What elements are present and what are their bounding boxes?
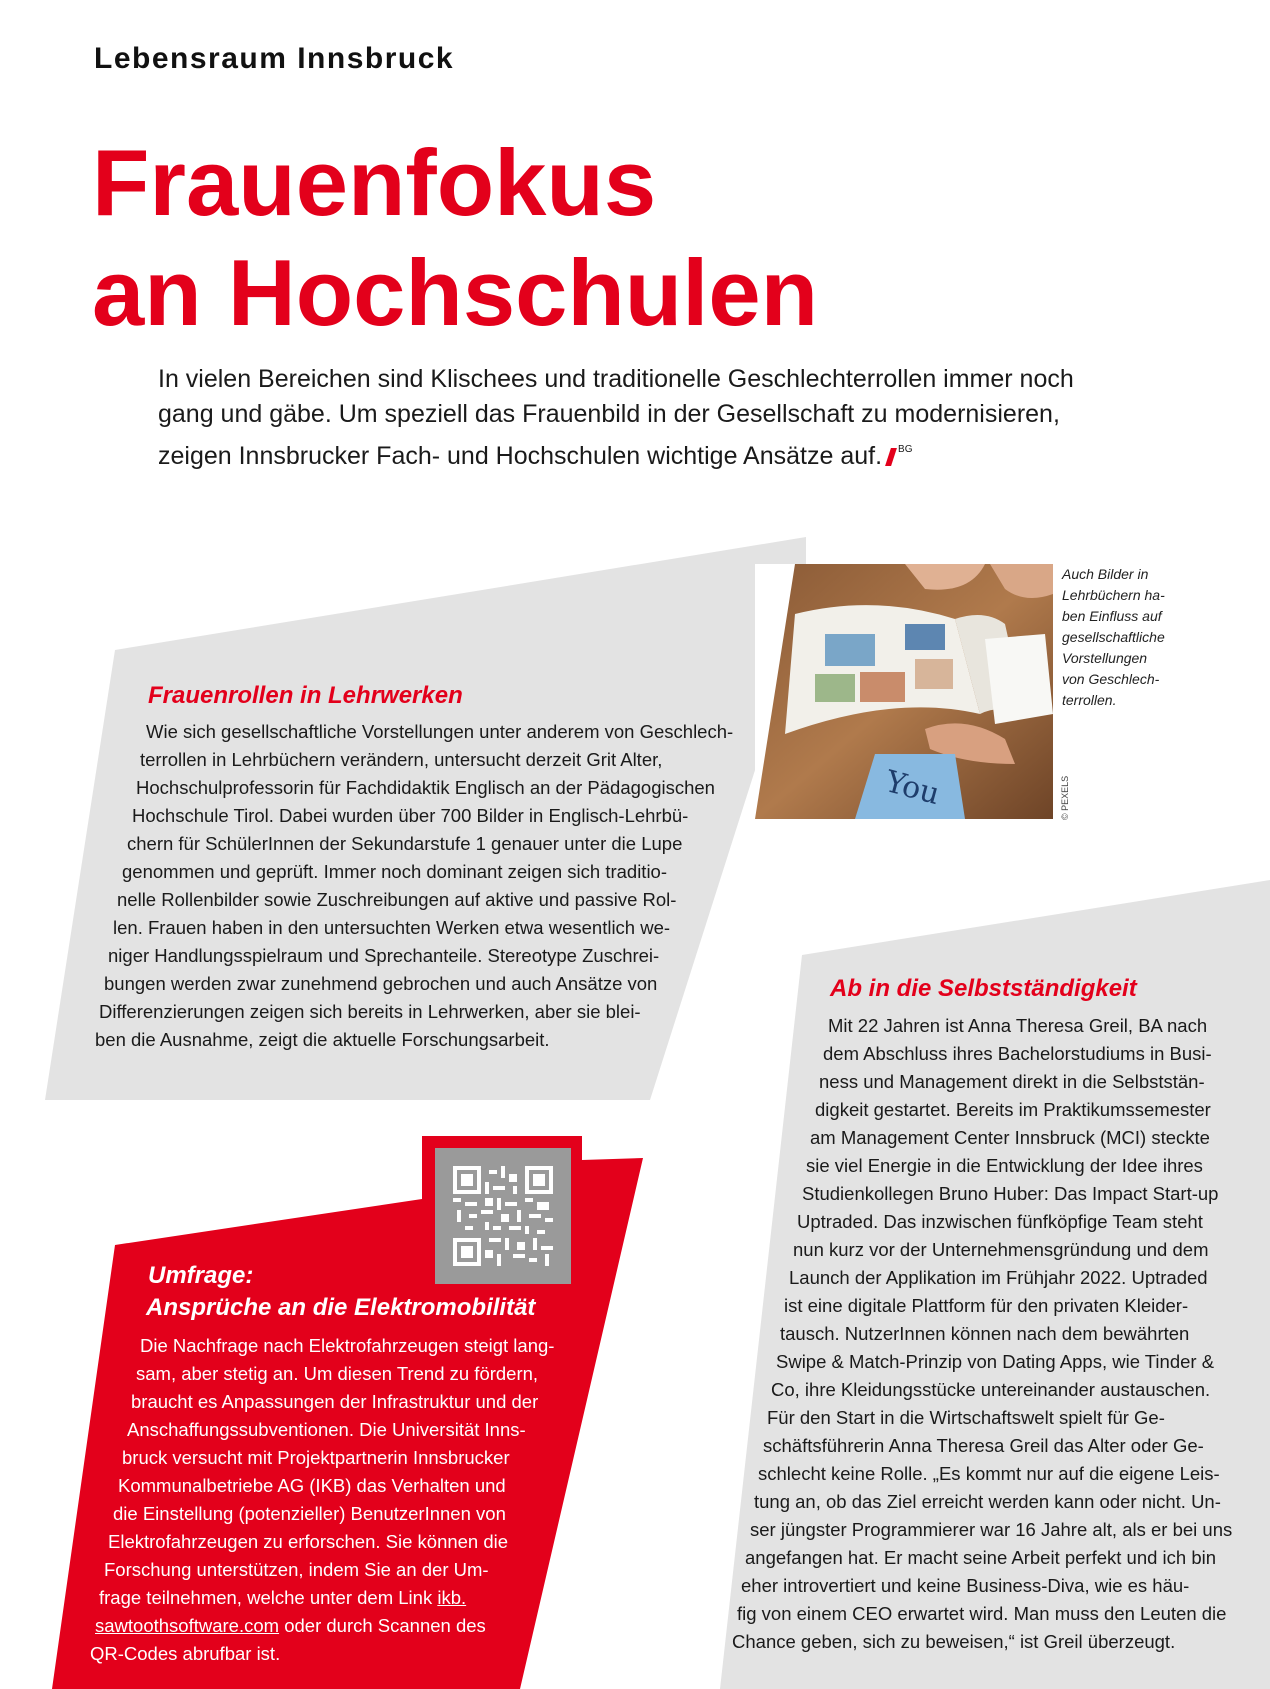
caption-line: ben Einfluss auf bbox=[1062, 608, 1162, 624]
box3-line: die Einstellung (potenzieller) BenutzerInnen von bbox=[113, 1503, 506, 1524]
survey-link-part1[interactable]: ikb. bbox=[437, 1587, 467, 1608]
box3-title-line2: Ansprüche an die Elektromobilität bbox=[146, 1294, 536, 1321]
textbook-photo bbox=[755, 564, 1053, 819]
box2-line: digkeit gestartet. Bereits im Praktikumssemester bbox=[815, 1099, 1211, 1120]
box1-line: Differenzierungen zeigen sich bereits in Lehrwerken, aber sie blei- bbox=[99, 1001, 641, 1022]
box1-line: genommen und geprüft. Immer noch dominant zeigen sich traditio- bbox=[122, 861, 668, 882]
photo-illustration bbox=[755, 564, 1053, 819]
box1-line: niger Handlungsspielraum und Sprechanteile. Stereotype Zuschrei- bbox=[108, 945, 660, 966]
box2-line: dem Abschluss ihres Bachelorstudiums in Busi- bbox=[823, 1043, 1212, 1064]
page-title bbox=[92, 128, 1092, 348]
box1-line: Hochschulprofessorin für Fachdidaktik Englisch an der Pädagogischen bbox=[136, 777, 715, 798]
caption-line: Auch Bilder in bbox=[1062, 566, 1149, 582]
photo-credit: © PEXELS bbox=[1060, 775, 1070, 820]
box2-line: Studienkollegen Bruno Huber: Das Impact Start-up bbox=[802, 1183, 1219, 1204]
box3-line-text: oder durch Scannen des bbox=[279, 1615, 486, 1636]
caption-line: gesellschaftliche bbox=[1062, 629, 1165, 645]
box1-line: chern für SchülerInnen der Sekundarstufe 1 genauer unter die Lupe bbox=[127, 833, 683, 854]
box1-line: nelle Rollenbilder sowie Zuschreibungen auf aktive und passive Rol- bbox=[117, 889, 677, 910]
end-mark-icon bbox=[885, 448, 897, 466]
box2-line: fig von einem CEO erwartet wird. Man muss den Leuten die bbox=[737, 1603, 1227, 1624]
box3-line: Anschaffungssubventionen. Die Universität Inns- bbox=[127, 1419, 526, 1440]
box1-line: Hochschule Tirol. Dabei wurden über 700 Bilder in Englisch-Lehrbü- bbox=[132, 805, 689, 826]
box1-title: Frauenrollen in Lehrwerken bbox=[148, 682, 463, 709]
title-line-2: an Hochschulen bbox=[92, 240, 819, 345]
book-cover-text: You bbox=[881, 764, 944, 813]
lead-line: zeigen Innsbrucker Fach- und Hochschulen wichtige Ansätze auf. bbox=[158, 442, 883, 470]
box2-line: Launch der Applikation im Frühjahr 2022. Uptraded bbox=[789, 1267, 1208, 1288]
section-label: Lebensraum Innsbruck bbox=[94, 42, 455, 75]
box2-line: Mit 22 Jahren ist Anna Theresa Greil, BA nach bbox=[828, 1015, 1208, 1036]
box3-line-text: frage teilnehmen, welche unter dem Link bbox=[99, 1587, 438, 1608]
lead-line: gang und gäbe. Um speziell das Frauenbild in der Gesellschaft zu modernisieren, bbox=[158, 400, 1060, 428]
author-initials: BG bbox=[898, 444, 913, 455]
box1-line: len. Frauen haben in den untersuchten Werken etwa wesentlich we- bbox=[113, 917, 671, 938]
box1-line: ben die Ausnahme, zeigt die aktuelle Forschungsarbeit. bbox=[95, 1029, 550, 1050]
box1-line: terrollen in Lehrbüchern verändern, untersucht derzeit Grit Alter, bbox=[140, 749, 663, 770]
box2-line: ist eine digitale Plattform für den privaten Kleider- bbox=[784, 1295, 1189, 1316]
box2-title: Ab in die Selbstständigkeit bbox=[830, 975, 1137, 1002]
caption-line: terrollen. bbox=[1062, 692, 1117, 708]
qr-code[interactable] bbox=[435, 1148, 571, 1284]
box2-line: Co, ihre Kleidungsstücke untereinander austauschen. bbox=[771, 1379, 1211, 1400]
box2-line: tausch. NutzerInnen können nach dem bewährten bbox=[780, 1323, 1190, 1344]
box2-line: schäftsführerin Anna Theresa Greil das Alter oder Ge- bbox=[763, 1435, 1204, 1456]
caption-line: Lehrbüchern ha- bbox=[1062, 587, 1165, 603]
box3-line: braucht es Anpassungen der Infrastruktur und der bbox=[131, 1391, 539, 1412]
box3-line: Kommunalbetriebe AG (IKB) das Verhalten und bbox=[118, 1475, 506, 1496]
survey-link-part2[interactable]: sawtoothsoftware.com bbox=[95, 1615, 280, 1636]
box3-line: Forschung unterstützen, indem Sie an der Um- bbox=[104, 1559, 489, 1580]
box2-line: Uptraded. Das inzwischen fünfköpfige Team steht bbox=[797, 1211, 1203, 1232]
box2-line: Chance geben, sich zu beweisen,“ ist Greil überzeugt. bbox=[732, 1631, 1176, 1652]
caption-line: von Geschlech- bbox=[1062, 671, 1160, 687]
box3-title-line1: Umfrage: bbox=[148, 1262, 254, 1289]
box3-line: Elektrofahrzeugen zu erforschen. Sie können die bbox=[108, 1531, 509, 1552]
title-line-1: Frauenfokus bbox=[92, 130, 657, 235]
box1-line: bungen werden zwar zunehmend gebrochen und auch Ansätze von bbox=[104, 973, 658, 994]
box2-line: angefangen hat. Er macht seine Arbeit perfekt und ich bin bbox=[745, 1547, 1217, 1568]
box2-line: ness und Management direkt in die Selbststän- bbox=[819, 1071, 1205, 1092]
box2-line: ser jüngster Programmierer war 16 Jahre alt, als er bei uns bbox=[750, 1519, 1233, 1540]
box2-line: schlecht keine Rolle. „Es kommt nur auf die eigene Leis- bbox=[758, 1463, 1220, 1484]
box2-line: tung an, ob das Ziel erreicht werden kann oder nicht. Un- bbox=[754, 1491, 1221, 1512]
qr-code-icon bbox=[453, 1166, 553, 1266]
box3-line-with-link bbox=[99, 1584, 466, 1612]
box2-line: nun kurz vor der Unternehmensgründung und dem bbox=[793, 1239, 1209, 1260]
box2-line: Swipe & Match-Prinzip von Dating Apps, wie Tinder & bbox=[776, 1351, 1215, 1372]
image-caption bbox=[1062, 564, 1165, 711]
box1-line: Wie sich gesellschaftliche Vorstellungen unter anderem von Geschlech- bbox=[146, 721, 734, 742]
box2-line: eher introvertiert und keine Business-Diva, wie es häu- bbox=[741, 1575, 1190, 1596]
box2-line: am Management Center Innsbruck (MCI) steckte bbox=[810, 1127, 1210, 1148]
lead-line: In vielen Bereichen sind Klischees und traditionelle Geschlechterrollen immer noch bbox=[158, 365, 1074, 393]
box3-line-with-link bbox=[95, 1612, 486, 1640]
box3-line: Die Nachfrage nach Elektrofahrzeugen steigt lang- bbox=[140, 1335, 555, 1356]
box2-line: Für den Start in die Wirtschaftswelt spielt für Ge- bbox=[767, 1407, 1165, 1428]
box2-line: sie viel Energie in die Entwicklung der Idee ihres bbox=[806, 1155, 1203, 1176]
caption-line: Vorstellungen bbox=[1062, 650, 1148, 666]
box3-line: bruck versucht mit Projektpartnerin Innsbrucker bbox=[122, 1447, 510, 1468]
box3-line: sam, aber stetig an. Um diesen Trend zu fördern, bbox=[136, 1363, 539, 1384]
lead-paragraph bbox=[158, 362, 1078, 474]
box3-line: QR-Codes abrufbar ist. bbox=[90, 1643, 281, 1664]
